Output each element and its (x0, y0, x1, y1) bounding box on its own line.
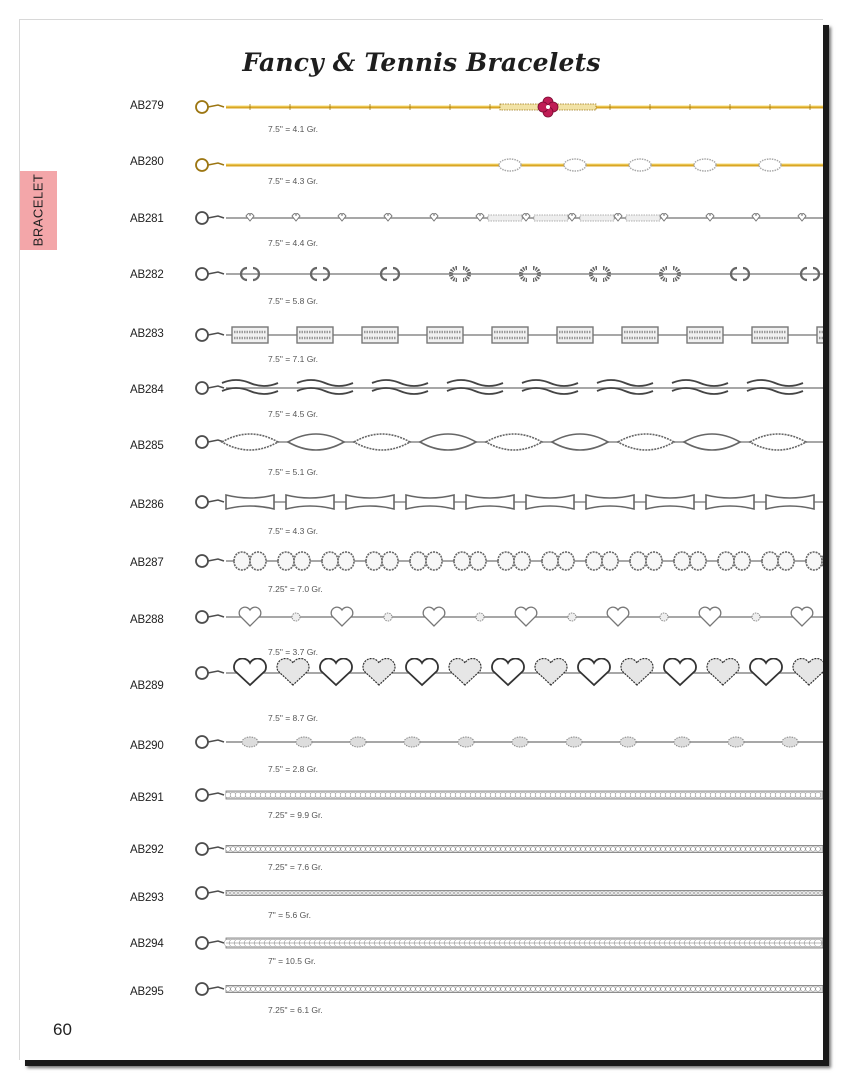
product-spec: 7.5" = 8.7 Gr. (268, 713, 319, 723)
bracelet-image (188, 487, 823, 517)
bracelet-image (188, 373, 823, 403)
product-code: AB284 (130, 384, 164, 396)
bracelet-image (188, 928, 823, 958)
product-spec: 7" = 5.6 Gr. (268, 910, 311, 920)
product-code: AB289 (130, 680, 164, 692)
bracelet-image (188, 602, 823, 632)
product-code: AB281 (130, 213, 164, 225)
product-code: AB282 (130, 269, 164, 281)
product-spec: 7.25" = 7.6 Gr. (268, 862, 323, 872)
product-code: AB287 (130, 557, 164, 569)
product-code: AB286 (130, 499, 164, 511)
product-code: AB292 (130, 844, 164, 856)
product-spec: 7.25" = 9.9 Gr. (268, 810, 323, 820)
product-code: AB280 (130, 156, 164, 168)
product-code: AB293 (130, 892, 164, 904)
bracelet-image (188, 834, 823, 864)
page-title: Fancy & Tennis Bracelets (242, 48, 601, 77)
product-spec: 7.5" = 4.1 Gr. (268, 124, 319, 134)
bracelet-image (188, 427, 823, 457)
product-row (20, 100, 823, 156)
bracelet-image (188, 878, 823, 908)
bracelet-image (188, 546, 823, 576)
product-code: AB283 (130, 328, 164, 340)
bracelet-image (188, 780, 823, 810)
bracelet-image (188, 727, 823, 757)
product-code: AB279 (130, 100, 164, 112)
bracelet-image (188, 92, 823, 122)
bracelet-image (188, 974, 823, 1004)
catalog-page (19, 19, 823, 1060)
product-code: AB285 (130, 440, 164, 452)
product-code: AB290 (130, 740, 164, 752)
product-spec: 7" = 10.5 Gr. (268, 956, 316, 966)
product-row (20, 986, 823, 1042)
bracelet-image (188, 320, 823, 350)
bracelet-image (188, 203, 823, 233)
product-code: AB291 (130, 792, 164, 804)
page-number: 60 (53, 1020, 72, 1039)
product-code: AB294 (130, 938, 164, 950)
product-spec: 7.5" = 4.5 Gr. (268, 409, 319, 419)
product-spec: 7.25" = 7.0 Gr. (268, 584, 323, 594)
product-code: AB288 (130, 614, 164, 626)
bracelet-image (188, 658, 823, 688)
product-spec: 7.5" = 4.3 Gr. (268, 526, 319, 536)
product-spec: 7.5" = 4.3 Gr. (268, 176, 319, 186)
bracelet-image (188, 259, 823, 289)
product-spec: 7.5" = 2.8 Gr. (268, 764, 319, 774)
product-spec: 7.5" = 5.1 Gr. (268, 467, 319, 477)
product-spec: 7.5" = 7.1 Gr. (268, 354, 319, 364)
product-spec: 7.5" = 5.8 Gr. (268, 296, 319, 306)
product-spec: 7.5" = 4.4 Gr. (268, 238, 319, 248)
product-code: AB295 (130, 986, 164, 998)
product-spec: 7.5" = 3.7 Gr. (268, 647, 319, 657)
product-row (20, 269, 823, 325)
section-tab-label: BRACELET (30, 173, 46, 247)
product-spec: 7.25" = 6.1 Gr. (268, 1005, 323, 1015)
